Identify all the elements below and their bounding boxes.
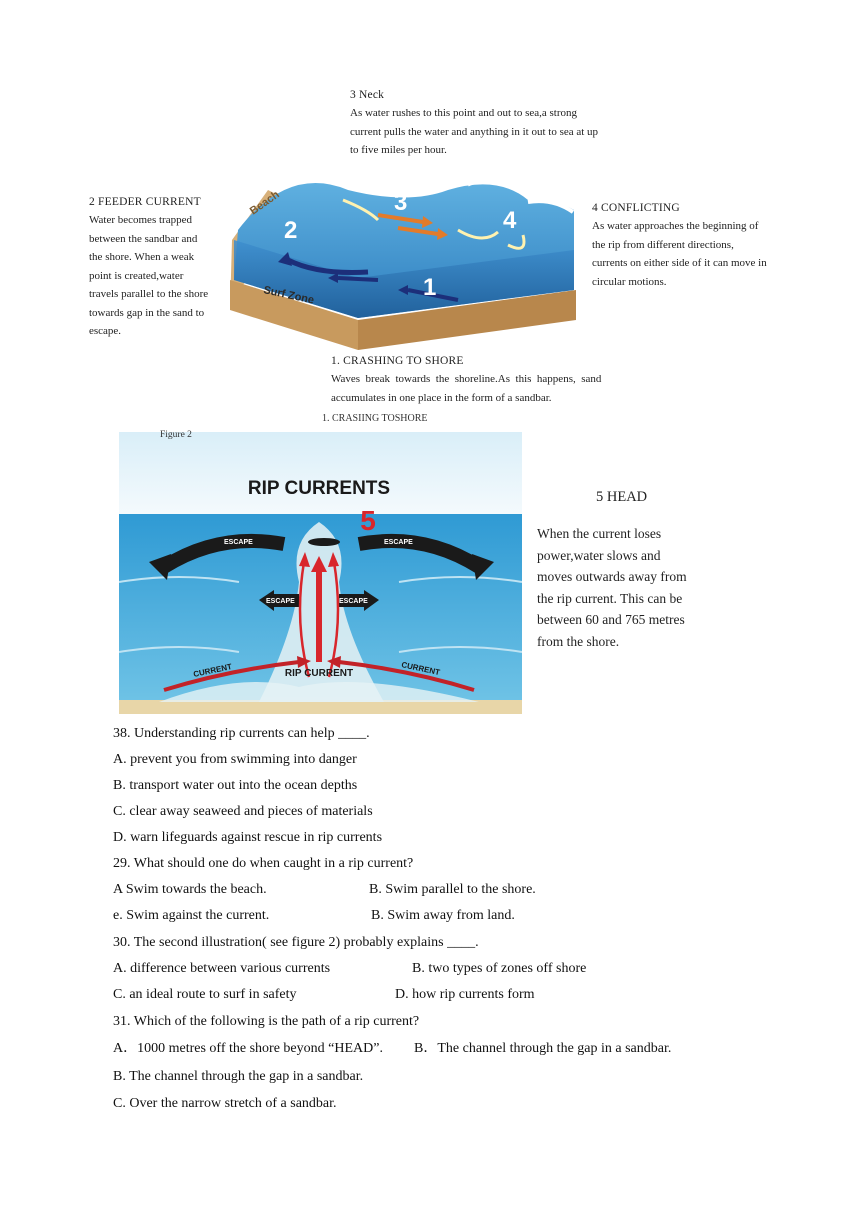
option-30b: B. two types of zones off shore <box>412 961 587 976</box>
escape-label: ESCAPE <box>384 539 413 546</box>
feeder-line: point is created,water <box>89 269 184 282</box>
head-line: from the shore. <box>537 633 620 649</box>
current-label: CURRENT <box>400 660 441 678</box>
current-label: CURRENT <box>192 662 233 679</box>
marker-1: 1 <box>423 274 437 301</box>
feeder-line: the shore. When a weak <box>89 251 195 263</box>
escape-label: ESCAPE <box>224 539 253 546</box>
figure2-label: Figure 2 <box>160 430 192 440</box>
option-29a: A Swim towards the beach. <box>113 882 267 897</box>
beach-label: Beach <box>247 188 282 218</box>
swimmer-icon <box>308 538 340 546</box>
head-title: 5 HEAD <box>596 489 648 505</box>
crashing-line: accumulates in one place in the form of a sandbar. <box>331 391 552 404</box>
feeder-line: travels parallel to the shore <box>89 288 209 300</box>
head-line: between 60 and 765 metres <box>537 612 685 628</box>
option-38a: A. prevent you from swimming into danger <box>113 752 357 767</box>
neck-line: to five miles per hour. <box>350 144 447 156</box>
crashing-line: Waves break towards the shoreline.As this happens, sand <box>331 373 602 385</box>
option-38d: D. warn lifeguards against rescue in rip currents <box>113 830 383 845</box>
marker-5: 5 <box>360 505 376 536</box>
head-line: moves outwards away from <box>537 569 687 585</box>
question-31: 31. Which of the following is the path of a rip current? <box>113 1014 420 1029</box>
option-31a: A．1000 metres off the shore beyond “HEAD”. <box>113 1041 383 1056</box>
conflicting-title: 4 CONFLICTING <box>592 202 680 214</box>
feeder-caption <box>89 193 229 341</box>
rip-current-block-diagram <box>228 160 578 350</box>
head-line: the rip current. This can be <box>537 590 683 606</box>
option-30c: C. an ideal route to surf in safety <box>113 987 297 1002</box>
head-caption <box>537 488 737 653</box>
marker-3: 3 <box>394 189 408 216</box>
beach-strip <box>119 700 522 714</box>
marker-2: 2 <box>284 217 298 244</box>
option-29b: B. Swim parallel to the shore. <box>369 882 536 897</box>
feeder-line: towards gap in the sand to <box>89 306 205 319</box>
neck-line: As water rushes to this point and out to sea,a strong <box>350 107 577 119</box>
question-29: 29. What should one do when caught in a rip current? <box>113 856 414 871</box>
feeder-line: Water becomes trapped <box>89 214 192 226</box>
rip-currents-illustration <box>119 432 522 714</box>
surf-zone-label: Surf Zone <box>262 284 316 307</box>
figure1-caption: 1. CRASIING TOSHORE <box>322 413 428 424</box>
escape-label: ESCAPE <box>266 598 295 605</box>
option-29d: B. Swim away from land. <box>371 908 515 923</box>
crashing-caption <box>331 352 641 407</box>
question-38: 38. Understanding rip currents can help ____. <box>113 726 370 741</box>
option-31c: C. Over the narrow stretch of a sandbar. <box>113 1096 337 1111</box>
neck-caption <box>350 86 650 160</box>
option-31a-b: B．The channel through the gap in a sandbar. <box>414 1041 672 1056</box>
feeder-title: 2 FEEDER CURRENT <box>89 196 201 208</box>
option-29c: e. Swim against the current. <box>113 908 270 923</box>
rip-current-label: RIP CURRENT <box>284 668 354 679</box>
option-38b: B. transport water out into the ocean depths <box>113 778 358 793</box>
rip-currents-title: RIP CURRENTS <box>247 478 391 499</box>
crashing-title: 1. CRASHING TO SHORE <box>331 355 464 367</box>
option-30a: A. difference between various currents <box>113 961 331 976</box>
feeder-line: between the sandbar and <box>89 232 198 245</box>
conflicting-line: circular motions. <box>592 275 667 288</box>
conflicting-caption <box>592 199 792 291</box>
feeder-line: escape. <box>89 325 122 337</box>
conflicting-line: currents on either side of it can move in <box>592 257 767 269</box>
option-31b: B. The channel through the gap in a sandbar. <box>113 1069 364 1084</box>
conflicting-line: the rip from different directions, <box>592 238 734 251</box>
escape-label: ESCAPE <box>339 598 368 605</box>
option-38c: C. clear away seaweed and pieces of materials <box>113 804 373 819</box>
option-30d: D. how rip currents form <box>395 987 535 1002</box>
neck-title: 3 Neck <box>350 89 385 101</box>
neck-line: current pulls the water and anything in it out to sea at up <box>350 125 599 138</box>
head-line: power,water slows and <box>537 547 661 563</box>
marker-4: 4 <box>503 207 517 234</box>
conflicting-line: As water approaches the beginning of <box>592 220 759 232</box>
head-line: When the current loses <box>537 526 662 541</box>
question-30: 30. The second illustration( see figure 2) probably explains ____. <box>113 935 479 950</box>
